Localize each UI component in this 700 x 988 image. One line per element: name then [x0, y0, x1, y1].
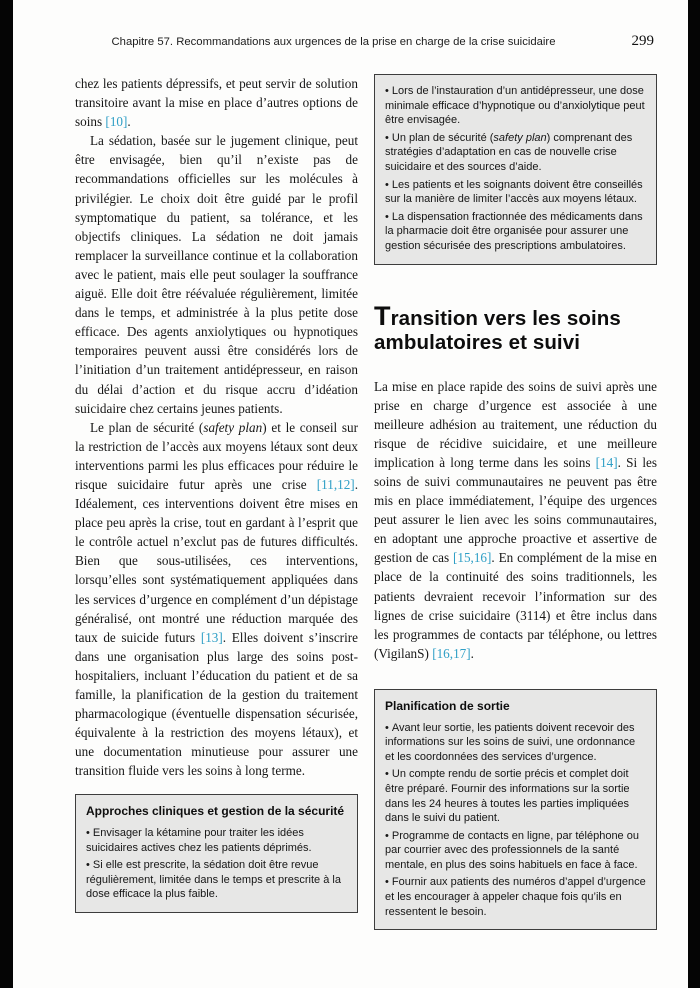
bullet-item: • Avant leur sortie, les patients doivent recevoir des informations sur les soins de suivi, une ordonnance et les coordonnées des services d’urgence. [385, 721, 646, 765]
citation-link[interactable]: [14] [595, 454, 618, 470]
paragraph-safety-plan [75, 418, 358, 781]
bullet-item: • Programme de contacts en ligne, par téléphone ou par courrier avec des professionnels de la santé mentale, en plus des soins habituels en face à face. [385, 829, 646, 873]
page-number: 299 [631, 33, 654, 49]
running-head: Chapitre 57. Recommandations aux urgences de la prise en charge de la crise suicidaire [111, 36, 556, 48]
section-heading: Transition vers les soins ambulatoires et suivi [374, 300, 621, 354]
box-text: ) comprenant des stratégies d’adaptation en cas de nouvelle crise suicidaire et des sources d’aide. [385, 131, 633, 173]
citation-link[interactable]: [16,17] [432, 645, 471, 661]
box-title: Approches cliniques et gestion de la sécurité [86, 804, 345, 819]
bullet-item: • Lors de l’instauration d’un antidépresseur, une dose minimale efficace d’hypnotique ou d’anxiolytique peut être envisagée. [385, 84, 646, 128]
bullet-item: • Les patients et les soignants doivent être conseillés sur la manière de limiter l’accès aux moyens létaux. [385, 178, 646, 207]
body-text: ) et le conseil sur la restriction de l’accès aux moyens létaux sont deux interventions parmi les plus efficaces pour réduire le risque suicidaire futur après une crise [75, 419, 358, 492]
body-text: La mise en place rapide des soins de suivi après une prise en charge d’urgence est associée à une meilleure adhésion au traitement, une réduction du risque de récidive suicidaire, et une meilleure implication à long terme dans les soins [374, 378, 657, 470]
paragraph-followup [374, 377, 657, 663]
body-text: . Idéalement, ces interventions doivent être mises en place peu après la crise, tout en gardant à l’esprit que le contrôle actuel n’exclut pas de futures difficultés. Bien que sous-utilisées, ces interventions, lorsqu’elles sont systématiquement appliquées dans les services d’urgence en complément d’un dépistage généralisé, ont montré une réduction marquée des taux de suicide futurs [75, 476, 358, 645]
citation-link[interactable]: [10] [105, 114, 128, 130]
scan-edge-left [0, 0, 13, 988]
paragraph-continuation [75, 74, 358, 131]
italic-term: safety plan [203, 419, 263, 435]
body-text: . Si les soins de suivi communautaires ne peuvent pas être mis en place immédiatement, l’équipe des urgences peut assurer le lien avec les soins communautaires, en adoptant une approche proactive et assertive de gestion de cas [374, 454, 657, 566]
body-text: . Elles doivent s’inscrire dans une organisation plus large des soins post-hospitaliers, incluant l’éducation du patient et de sa famille, la planification de la gestion du traitement pharmacologique (éventuelle dispensation sécurisée, équivalente à la restriction des moyens létaux), et une documentation minutieuse pour assurer une transition fluide vers les soins à long terme. [75, 629, 358, 779]
clinical-approaches-box [75, 794, 358, 913]
left-column [75, 74, 358, 913]
box-text: Un plan de sécurité ( [391, 131, 494, 144]
body-text: . En complément de la mise en place de la continuité des soins traditionnels, les patients devraient recevoir l’information sur des lignes de crise suicidaire (3114) et être inclus dans les programmes de contacts par téléphone, ou lettres (VigilanS) [374, 550, 657, 661]
citation-link[interactable]: [13] [200, 629, 223, 645]
bullet-item [385, 131, 646, 175]
body-text: . [127, 114, 131, 130]
box-bullet-list [86, 826, 347, 902]
box-bullet-list [385, 721, 646, 920]
bullet-item: • Fournir aux patients des numéros d’appel d’urgence et les encourager à appeler chaque fois qu’ils en ressentent le besoin. [385, 875, 646, 919]
bullet-item: • La dispensation fractionnée des médicaments dans la pharmacie doit être organisée pour assurer une gestion sécurisée des prescriptions ambulatoires. [385, 210, 646, 254]
page-header [75, 33, 656, 53]
scan-edge-right [688, 0, 700, 988]
body-text: . [470, 645, 474, 661]
citation-link[interactable]: [15,16] [452, 550, 492, 566]
bullet-item: • Un compte rendu de sortie précis et complet doit être préparé. Fournir des informations sur la sortie dans les 24 heures à toutes les parties impliquées dans le suivi du patient. [385, 767, 646, 825]
recommendations-box-continuation [374, 74, 657, 265]
discharge-planning-box [374, 689, 657, 930]
box-title: Planification de sortie [385, 698, 510, 713]
paragraph-sedation: La sédation, basée sur le jugement clinique, peut être envisagée, bien qu’il n’existe pas de recommandations officielles sur les molécules à privilégier. Le choix doit être guidé par le profil symptomatique du patient, sa tolérance, et les objectifs cliniques. La sédation ne doit jamais remplacer la surveillance continue et la collaboration avec le patient, mais elle peut soulager la souffrance aiguë. Elle doit être réévaluée régulièrement, limitée dans le temps, et administrée à la plus petite dose efficace. Des agents anxiolytiques ou hypnotiques temporaires peuvent aussi être considérés lors de l’initiation d’un traitement antidépresseur, en raison du délai d’action et du risque accru d’idéation suicidaire chez certains jeunes patients. [75, 133, 358, 416]
body-text: Le plan de sécurité ( [90, 419, 204, 435]
box-bullet-list [385, 84, 646, 254]
italic-term: safety plan [493, 131, 547, 144]
citation-link[interactable]: [11,12] [316, 476, 355, 492]
right-column [374, 74, 657, 930]
body-text: chez les patients dépressifs, et peut servir de solution transitoire avant la mise en place d’autres options de soins [75, 76, 358, 130]
bullet-item: • Envisager la kétamine pour traiter les idées suicidaires actives chez les patients déprimés. [86, 826, 347, 855]
bullet-item: • Si elle est prescrite, la sédation doit être revue régulièrement, limitée dans le temps et prescrite à la dose efficace la plus faible. [86, 858, 347, 902]
